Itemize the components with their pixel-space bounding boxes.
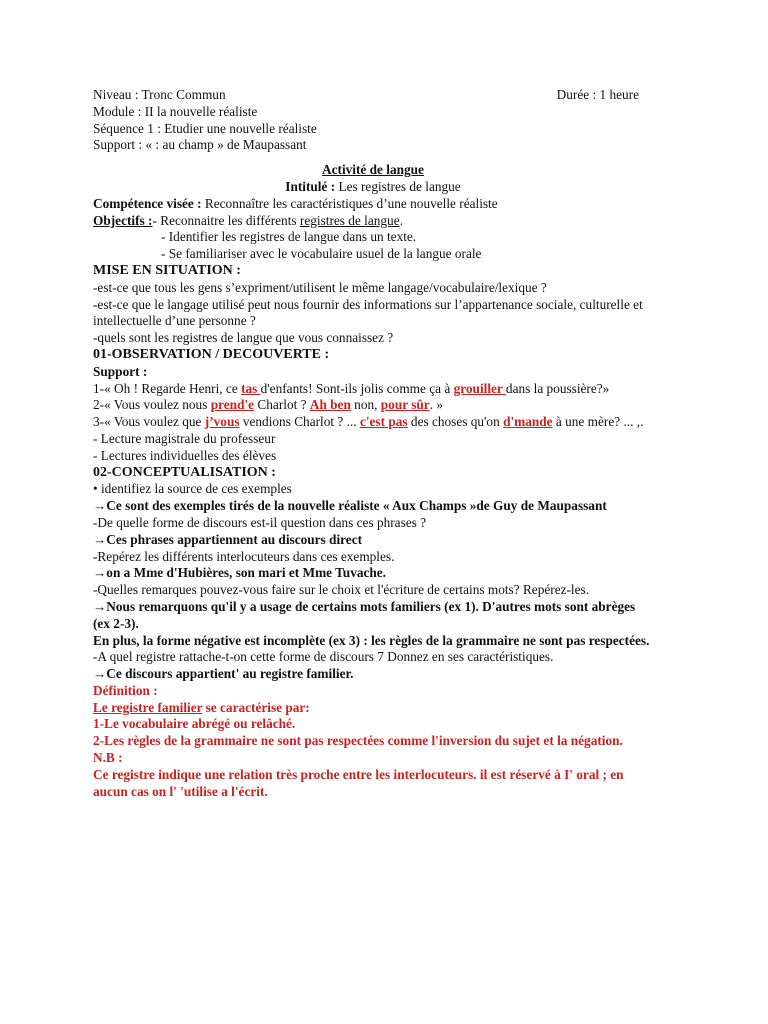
keyword-cest-pas: c'est pas xyxy=(359,414,408,430)
intitule-label: Intitulé : xyxy=(285,178,336,194)
example-1 xyxy=(93,381,653,398)
intitule-line xyxy=(93,179,653,196)
definition-point-1: 1-Le vocabulaire abrégé ou relâché. xyxy=(93,716,296,732)
duree-text: Durée : 1 heure xyxy=(556,87,639,102)
intitule-value: Les registres de langue xyxy=(335,178,461,194)
concept-question-3: -Repérez les différents interlocuteurs dans ces exemples. xyxy=(93,548,395,564)
example-2-text-b: Charlot ? xyxy=(254,397,310,413)
activity-title: Activité de langue xyxy=(322,162,424,178)
definition-term-line xyxy=(93,700,653,717)
mise-question-2: -est-ce que le langage utilisé peut nous fournir des informations sur l’appartenance sociale, culturelle et intellectuelle d’une personne ? xyxy=(93,296,643,329)
objectif-line-2: - Identifier les registres de langue dans un texte. xyxy=(161,229,417,245)
example-2-text-a: 2-« Vous voulez nous xyxy=(93,397,211,413)
example-3-text-b: vendions Charlot ? ... xyxy=(239,414,360,430)
objectif-line-3: - Se familiariser avec le vocabulaire usuel de la langue orale xyxy=(161,246,482,262)
nb-label: N.B : xyxy=(93,750,123,766)
conceptualisation-heading: 02-CONCEPTUALISATION : xyxy=(93,464,276,480)
example-3-text-d: à une mère? ... ,. xyxy=(552,414,644,430)
objectifs-label: Objectifs : xyxy=(93,212,153,228)
definition-point-2: 2-Les règles de la grammaire ne sont pas respectées comme l'inversion du sujet et la négation. xyxy=(93,733,623,749)
competence-line xyxy=(93,196,653,213)
niveau-text: Niveau : Tronc Commun xyxy=(93,87,226,102)
concept-answer-5: →Ce discours appartient' au registre familier. xyxy=(93,666,354,682)
sequence-text: Séquence 1 : Etudier une nouvelle réaliste xyxy=(93,120,317,136)
example-2 xyxy=(93,397,653,414)
keyword-tas: tas xyxy=(241,380,261,396)
objectif-1-prefix: - Reconnaitre les différents xyxy=(152,212,300,228)
concept-question-4: -Quelles remarques pouvez-vous faire sur le choix et l'écriture de certains mots? Repérez-les. xyxy=(93,582,590,598)
objectif-1-suffix: . xyxy=(399,212,403,228)
example-1-text-a: 1-« Oh ! Regarde Henri, ce xyxy=(93,380,242,396)
concept-answer-1: →Ce sont des exemples tirés de la nouvelle réaliste « Aux Champs »de Guy de Maupassant xyxy=(93,498,607,514)
example-2-text-d: . » xyxy=(429,397,443,413)
example-1-text-c: dans la poussière?» xyxy=(505,380,610,396)
support-label: Support : xyxy=(93,363,148,379)
definition-term: Le registre familier xyxy=(93,699,203,715)
mise-question-1: -est-ce que tous les gens s’expriment/utilisent le même langage/vocabulaire/lexique ? xyxy=(93,279,547,295)
concept-answer-2: →Ces phrases appartiennent au discours direct xyxy=(93,531,363,547)
module-text: Module : II la nouvelle réaliste xyxy=(93,103,258,119)
competence-label: Compétence visée : xyxy=(93,195,202,211)
definition-heading: Définition : xyxy=(93,682,158,698)
observation-heading: 01-OBSERVATION / DECOUVERTE : xyxy=(93,346,330,362)
definition-term-suffix: se caractérise par: xyxy=(202,699,310,715)
concept-question-5: -A quel registre rattache-t-on cette forme de discours 7 Donnez en ses caractéristiques. xyxy=(93,649,554,665)
objectif-1-link: registres de langue xyxy=(299,212,400,228)
mise-en-situation-heading: MISE EN SITUATION : xyxy=(93,262,241,278)
support-text: Support : « : au champ » de Maupassant xyxy=(93,137,307,153)
keyword-jvous: j’vous xyxy=(204,414,240,430)
concept-answer-3: →on a Mme d'Hubières, son mari et Mme Tuvache. xyxy=(93,565,387,581)
objectif-line-1 xyxy=(93,213,653,230)
concept-answer-4: →Nous remarquons qu'il y a usage de certains mots familiers (ex 1). D'autres mots sont abrèges (ex 2-3). xyxy=(93,598,636,631)
lecture-1: - Lecture magistrale du professeur xyxy=(93,430,276,446)
keyword-pour-sur: pour sûr xyxy=(380,397,430,413)
keyword-ah-ben: Ah ben xyxy=(309,397,351,413)
example-3 xyxy=(93,414,653,431)
mise-question-3: -quels sont les registres de langue que vous connaissez ? xyxy=(93,330,394,346)
example-2-text-c: non, xyxy=(350,397,381,413)
example-3-text-a: 3-« Vous voulez que xyxy=(93,414,205,430)
keyword-grouiller: grouiller xyxy=(453,380,506,396)
lecture-2: - Lectures individuelles des élèves xyxy=(93,447,277,463)
header-row xyxy=(93,87,639,104)
keyword-dmande: d'mande xyxy=(503,414,553,430)
concept-question-2: -De quelle forme de discours est-il question dans ces phrases ? xyxy=(93,514,427,530)
document-page xyxy=(93,87,653,800)
example-1-text-b: d'enfants! Sont-ils jolis comme ça à xyxy=(260,380,454,396)
nb-text: Ce registre indique une relation très proche entre les interlocuteurs. il est réservé à I' oral ; en aucun cas on l' 'utilise a l'écrit. xyxy=(93,766,624,799)
example-3-text-c: des choses qu'on xyxy=(407,414,504,430)
keyword-prende: prend'e xyxy=(210,397,255,413)
concept-question-1: • identifiez la source de ces exemples xyxy=(93,481,292,497)
competence-value: Reconnaître les caractéristiques d’une nouvelle réaliste xyxy=(201,195,498,211)
concept-answer-4b: En plus, la forme négative est incomplète (ex 3) : les règles de la grammaire ne sont pas respectées. xyxy=(93,632,650,648)
